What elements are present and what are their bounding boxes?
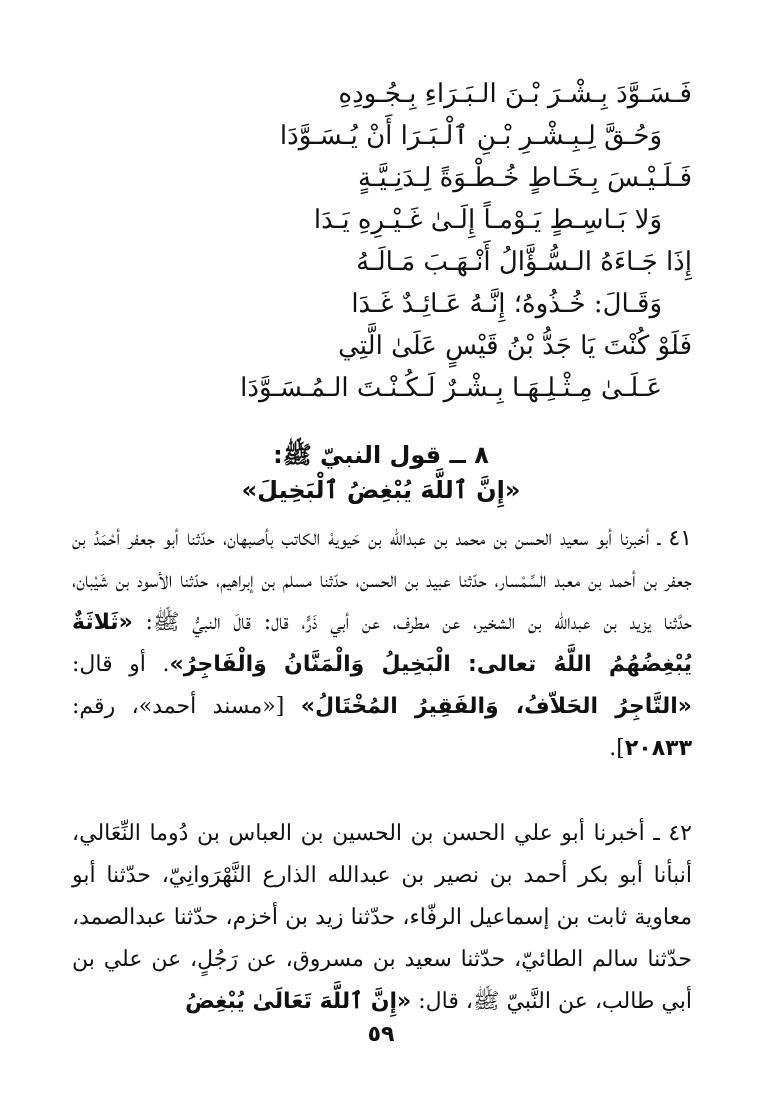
poem-verse: فَـسَـوَّدَ بِـشْـرَ بْـنَ الـبَـرَاءِ بِـجُـودِهِ: [338, 79, 692, 109]
paragraph-text: ٤٢ ـ أخبرنا أبو علي الحسن بن الحسين بن العباس بن دُوما النِّعَالي، أنبأنا أبو بكر أحمد بن نصير بن عبدالله الذارع النَّهْرَوانِيّ، حدّثنا أبو معاوية ثابت بن إسماعيل الرفّاء، حدّثنا زيد بن أخزم، حدّثنا عبدالصمد، حدّثنا سالم الطائيّ، حدّثنا سعيد بن مسروق، عن رَجُلٍ، عن علي بن أبي طالب، عن النَّبيّ ﷺ، قال:: [72, 821, 692, 1014]
paragraph-text: ٤١ ـ أخبرنا أبو سعيد الحسن بن محمد بن عبدالله بن حَيويهْ الكاتب بأصبهان، حدّثنا أبو جعفر أحْمَدُ بن جعفر بن أحمد بن معبد السِّمْسار، حدّثنا عبيد بن الحسن، حدّثنا مسلم بن إبراهيم، حدّثنا الأسود بن شَيْبان، حدَّثنا يزيد بن عبدالله بن الشخير، عن مطرف، عن أبي ذَرٍّ، قال: قالَ النبيُّ ﷺ:: [72, 526, 692, 635]
hadith-paragraph-41: [72, 518, 692, 770]
poem-verse: وَلا بَـاسِـطٍ يَـوْمـاً إِلَـىٰ غَـيْـرِهِ يَـدَا: [313, 205, 662, 235]
paragraph-text: ].: [609, 736, 625, 761]
hadith-quote: «إِنَّ ٱللَّهَ تَعَالَىٰ يُبْغِضُ: [185, 989, 412, 1014]
hadith-quote: «التَّاجِرُ الحَلاّفُ، وَالفَقِيرُ المُخْتَالُ»: [300, 694, 693, 719]
hadith-quote: «ثَلاثَةٌ يُبْغِضُهُمُ اللَّهُ تعالى: الْبَخِيلُ وَالْمَنَّانُ وَالْفَاجِرُ»: [72, 610, 692, 677]
poem-verse: وَحُـقَّ لِـبِـشْـرِ بْـنِ ٱلْـبَـرَا أَنْ يُـسَـوَّدَا: [279, 121, 662, 151]
poem-verse: إِذَا جَـاءَهُ الـسُّـؤَّالُ أَنْـهَـبَ مَـالَـهُ: [356, 247, 692, 277]
poem-verse: عَـلَـىٰ مِـثْـلِـهَـا بِـشْـرٌ لَـكُـنْـتَ الـمُـسَـوَّدَا: [240, 373, 662, 403]
poem-verse: وَقَـالَ: خُـذُوهُ؛ إِنَّـهُ عَـائِـدٌ غَـدَا: [351, 289, 662, 319]
page-number: ٥٩: [367, 1022, 395, 1047]
paragraph-text: . أو قال:: [72, 652, 170, 677]
reference-number: ٢٠٨٣٣: [624, 736, 692, 761]
paragraph-text: [«مسند أحمد»، رقم:: [72, 694, 301, 719]
poem-verse: فَلَوْ كُنْتَ يَا جَدُّ بْنُ قَيْسٍ عَلَىٰ الَّتِي: [338, 331, 692, 361]
section-heading: ٨ ــ قول النبيّ ﷺ:: [273, 441, 489, 469]
poem-verse: فَـلَـيْـسَ بِـخَـاطٍ خُـطْـوَةً لِـدَنِـيَّـةٍ: [357, 163, 692, 193]
section-subheading: «إِنَّ ٱللَّهَ يُبْغِضُ ٱلْبَخِيلَ»: [241, 476, 521, 504]
hadith-paragraph-42: [72, 813, 692, 1023]
